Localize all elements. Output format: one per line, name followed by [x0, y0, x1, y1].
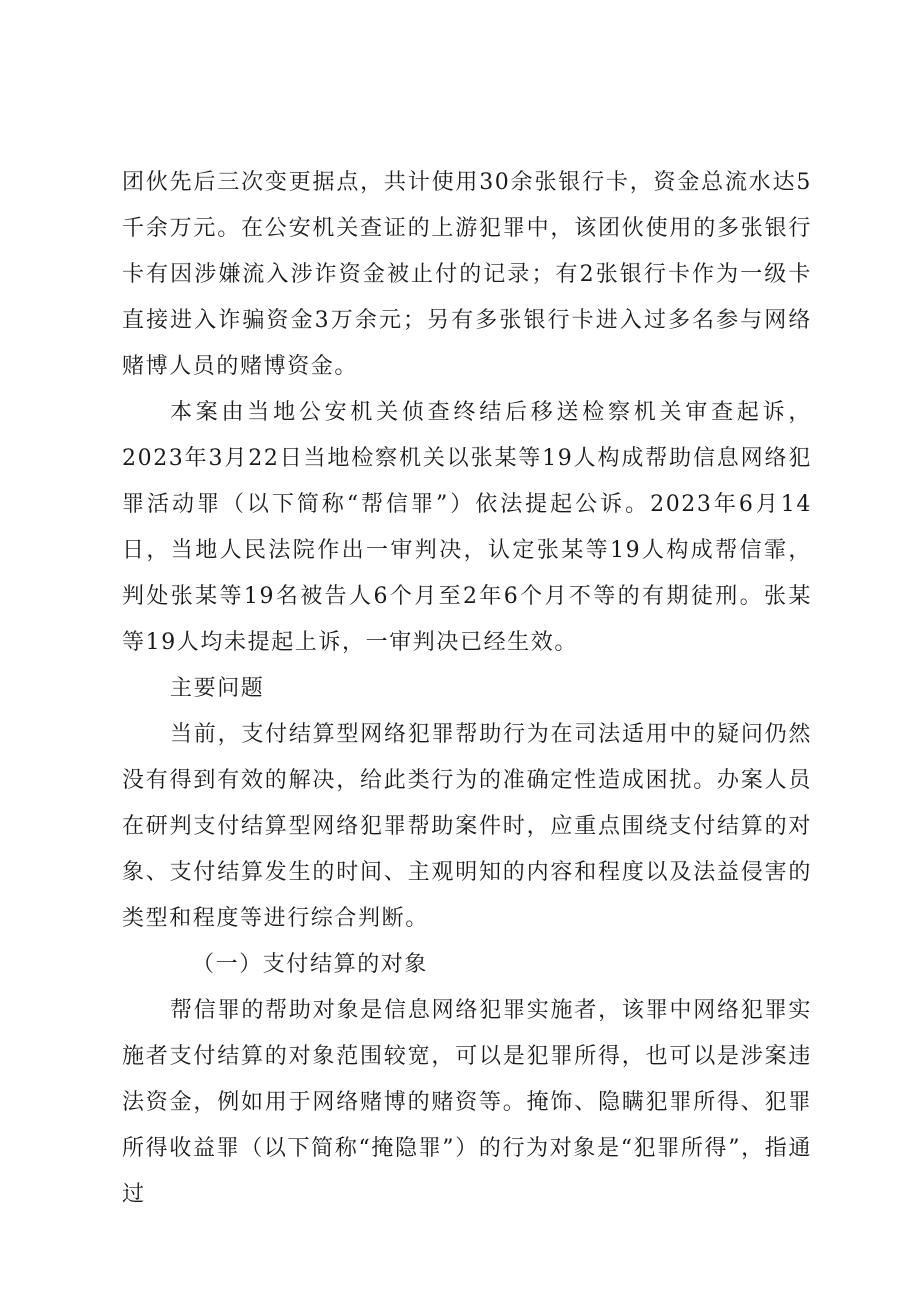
case-paragraph-continued: 团伙先后三次变更据点，共计使用30余张银行卡，资金总流水达5千余万元。在公安机关查证的上游犯罪中，该团伙使用的多张银行卡有因涉嫌流入涉诈资金被止付的记录；有2张银行卡作为一级卡直接进入诈骗资金3万余元；另有多张银行卡进入过多名参与网络赌博人员的赌博资金。	[122, 170, 812, 379]
main-issues-paragraph: 当前，支付结算型网络犯罪帮助行为在司法适用中的疑问仍然没有得到有效的解决，给此类行为的准确定性造成困扰。办案人员在研判支付结算型网络犯罪帮助案件时，应重点围绕支付结算的对象、支付结算发生的时间、主观明知的内容和程度以及法益侵害的类型和程度等进行综合判断。	[122, 722, 812, 931]
payment-object-paragraph: 帮信罪的帮助对象是信息网络犯罪实施者，该罪中网络犯罪实施者支付结算的对象范围较宽，可以是犯罪所得，也可以是涉案违法资金，例如用于网络赌博的赌资等。掩饰、隐瞒犯罪所得、犯罪所得收益罪（以下简称“掩隐罪”）的行为对象是“犯罪所得”，指通过	[122, 998, 812, 1207]
case-prosecution-paragraph: 本案由当地公安机关侦查终结后移送检察机关审查起诉，2023年3月22日当地检察机关以张某等19人构成帮助信息网络犯罪活动罪（以下简称“帮信罪”）依法提起公诉。2023年6月14日，当地人民法院作出一审判决，认定张某等19人构成帮信霏，判处张某等19名被告人6个月至2年6个月不等的有期徒刑。张某等19人均未提起上诉，一审判决已经生效。	[122, 400, 812, 655]
subsection-heading-payment-object: （一）支付结算的对象	[192, 952, 429, 977]
section-heading-main-issues: 主要问题	[170, 676, 265, 701]
document-body	[122, 160, 812, 1218]
